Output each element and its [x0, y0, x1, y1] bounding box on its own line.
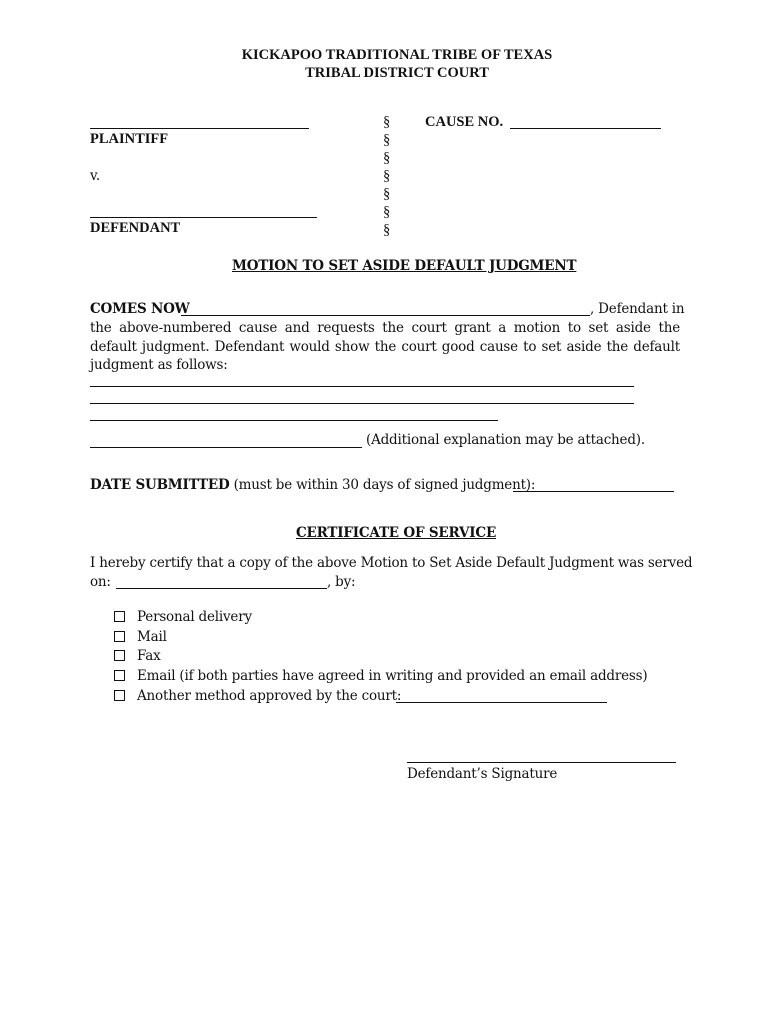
section-symbol: § [383, 204, 391, 220]
defendant-name-line[interactable] [90, 217, 317, 218]
section-symbol: § [383, 114, 391, 130]
certificate-text: I hereby certify that a copy of the above Motion to Set Aside Default Judgment was served [90, 555, 693, 571]
cause-number-label: CAUSE NO. [425, 114, 504, 130]
other-method-field[interactable] [396, 702, 607, 703]
section-symbol: § [383, 168, 391, 184]
plaintiff-label: PLAINTIFF [90, 131, 169, 147]
service-option [114, 648, 161, 664]
versus-label: v. [90, 168, 100, 184]
section-symbol: § [383, 150, 391, 166]
option-label: Personal delivery [137, 609, 252, 625]
certificate-title: CERTIFICATE OF SERVICE [296, 525, 497, 541]
option-label: Fax [137, 648, 161, 664]
court-name: KICKAPOO TRADITIONAL TRIBE OF TEXAS [241, 47, 553, 63]
checkbox[interactable] [114, 631, 125, 642]
option-label: Another method approved by the court: [137, 688, 402, 704]
explanation-line[interactable] [90, 447, 362, 448]
service-option [114, 609, 252, 625]
date-submitted-note: (must be within 30 days of signed judgment): [233, 477, 536, 493]
served-by-label: , by: [327, 574, 356, 590]
checkbox[interactable] [114, 690, 125, 701]
date-submitted-row [90, 477, 535, 493]
court-division: TRIBAL DISTRICT COURT [305, 65, 489, 81]
defendant-label: DEFENDANT [90, 220, 181, 236]
explanation-line[interactable] [90, 420, 498, 421]
cause-number-line[interactable] [510, 128, 661, 129]
service-option [114, 629, 167, 645]
checkbox[interactable] [114, 611, 125, 622]
served-on-label: on: [90, 574, 111, 590]
checkbox[interactable] [114, 650, 125, 661]
section-symbol: § [383, 186, 391, 202]
served-on-date-field[interactable] [116, 588, 327, 589]
section-symbol: § [383, 222, 391, 238]
checkbox[interactable] [114, 670, 125, 681]
date-submitted-label: DATE SUBMITTED [90, 477, 230, 493]
signature-label: Defendant’s Signature [407, 766, 558, 782]
date-submitted-field[interactable] [513, 491, 674, 492]
plaintiff-name-line[interactable] [90, 128, 309, 129]
defendant-in-text: , Defendant in [590, 301, 685, 317]
motion-body: the above-numbered cause and requests the court grant a motion to set aside the default judgment. Defendant would show the court good cause to set aside the default judgment as follows: [90, 320, 680, 373]
signature-line[interactable] [407, 762, 676, 763]
explanation-line[interactable] [90, 403, 634, 404]
attached-note: (Additional explanation may be attached). [366, 432, 645, 448]
option-label: Mail [137, 629, 167, 645]
motion-title: MOTION TO SET ASIDE DEFAULT JUDGMENT [232, 258, 577, 274]
option-label: Email (if both parties have agreed in writing and provided an email address) [137, 668, 648, 684]
section-symbol: § [383, 132, 391, 148]
defendant-name-field[interactable] [181, 315, 590, 316]
service-option [114, 688, 401, 704]
service-option [114, 668, 647, 684]
comes-now-label: COMES NOW [90, 301, 190, 317]
explanation-line[interactable] [90, 386, 634, 387]
